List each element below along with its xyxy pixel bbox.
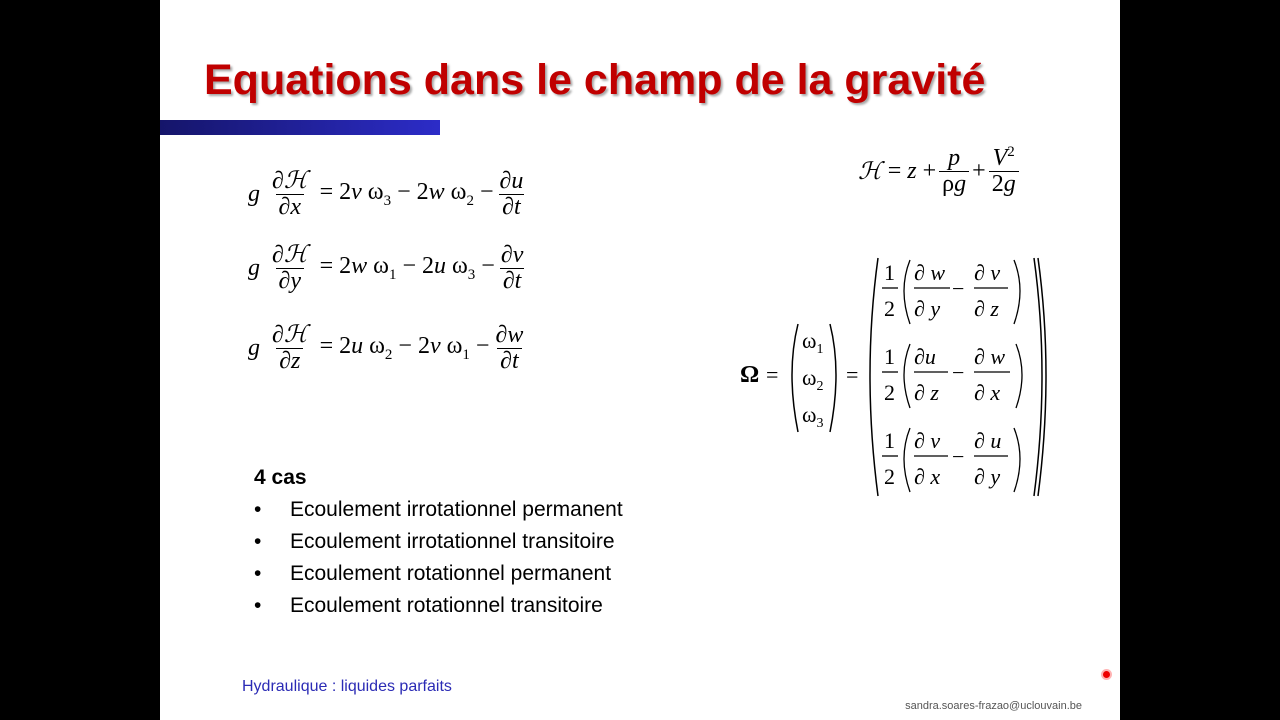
svg-text:=: =	[766, 362, 779, 387]
svg-text:2: 2	[884, 296, 895, 321]
bullet: •	[254, 594, 262, 617]
vorticity-equation	[738, 252, 1058, 502]
cases-list	[254, 466, 623, 622]
svg-text:2: 2	[884, 464, 895, 489]
bullet: •	[254, 530, 262, 553]
svg-text:∂ v: ∂ v	[974, 260, 1001, 285]
vorticity-matrix-drawing	[738, 252, 1058, 502]
bullet: •	[254, 562, 262, 585]
svg-text:ω3: $\omega_3$	[802, 402, 824, 431]
course-footer: Hydraulique : liquides parfaits	[242, 678, 452, 695]
svg-text:−: −	[952, 444, 965, 469]
slide	[160, 0, 1120, 720]
list-item	[254, 558, 623, 590]
svg-text:ω1: $\omega_1$	[802, 328, 824, 357]
svg-text:1: 1	[884, 260, 895, 285]
case-label: Ecoulement irrotationnel permanent	[290, 498, 623, 521]
bullet: •	[254, 498, 262, 521]
case-label: Ecoulement rotationnel permanent	[290, 562, 612, 585]
svg-text:∂ u: ∂ u	[974, 428, 1002, 453]
svg-text:1: 1	[884, 428, 895, 453]
laser-pointer-icon	[1101, 669, 1112, 680]
svg-text:∂ z: ∂ z	[974, 296, 999, 321]
list-item	[254, 590, 623, 622]
svg-text:∂ x: ∂ x	[914, 464, 941, 489]
svg-text:1: 1	[884, 344, 895, 369]
head-equation: ℋ = z + $\frac{p}{\rho g}$ + $\frac{V^2}{2g}$	[858, 145, 1022, 197]
svg-text:∂ z: ∂ z	[914, 380, 939, 405]
list-item	[254, 494, 623, 526]
equation-z: g $\frac{\text{∂ℋ}}{\partial z}$ = 2u $\omega_2 - 2v$ $\omega_1$ − $\frac{\partial w}{\partial t}$	[248, 320, 524, 375]
svg-text:∂ y: ∂ y	[974, 464, 1001, 489]
svg-text:∂ x: ∂ x	[974, 380, 1001, 405]
svg-text:ω2: $\omega_2$	[802, 365, 824, 394]
title-underline-bar	[160, 120, 440, 135]
case-label: Ecoulement rotationnel transitoire	[290, 594, 603, 617]
svg-text:2: 2	[884, 380, 895, 405]
svg-text:−: −	[952, 276, 965, 301]
equation-y: g $\frac{\text{∂ℋ}}{\partial y}$ = 2w $\omega_1 - 2u$ $\omega_3$ − $\frac{\partial v}{\partial t}$	[248, 240, 524, 295]
omega-symbol: Ω	[740, 362, 760, 388]
equation-x: g $\frac{\text{∂ℋ}}{\partial x}$ = 2v $\omega_3 - 2w$ $\omega_2$ − $\frac{\partial u}{\partial t}$	[248, 166, 524, 221]
svg-text:−: −	[952, 360, 965, 385]
list-item	[254, 526, 623, 558]
svg-text:∂ w: ∂ w	[974, 344, 1006, 369]
cases-heading: 4 cas	[254, 466, 307, 489]
svg-text:∂ y: ∂ y	[914, 296, 941, 321]
svg-text:∂u: ∂u	[914, 344, 936, 369]
author-email: sandra.soares-frazao@uclouvain.be	[905, 700, 1082, 712]
svg-text:∂ v: ∂ v	[914, 428, 941, 453]
slide-title: Equations dans le champ de la gravité	[204, 56, 986, 104]
case-label: Ecoulement irrotationnel transitoire	[290, 530, 615, 553]
svg-text:∂ w: ∂ w	[914, 260, 946, 285]
svg-text:=: =	[846, 362, 859, 387]
